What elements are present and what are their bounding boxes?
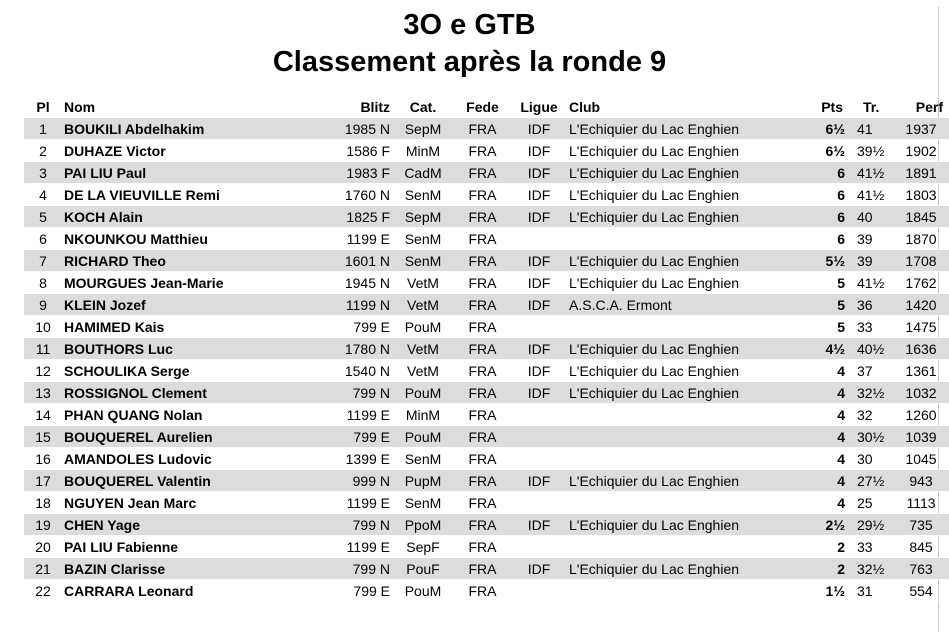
cell-ligue: IDF <box>511 514 567 536</box>
cell-pl: 14 <box>24 404 62 426</box>
table-row <box>24 316 949 338</box>
table-row <box>24 426 949 448</box>
cell-ligue <box>511 492 567 514</box>
cell-perf: 1113 <box>893 492 949 514</box>
cell-ligue: IDF <box>511 470 567 492</box>
cell-pts: 6½ <box>815 118 849 140</box>
cell-nom: SCHOULIKA Serge <box>62 360 310 382</box>
cell-cat: SepF <box>392 536 454 558</box>
cell-tr: 29½ <box>849 514 893 536</box>
header-ligue[interactable]: Ligue <box>520 99 558 115</box>
cell-cat: SenM <box>392 250 454 272</box>
cell-perf: 1475 <box>893 316 949 338</box>
table-row <box>24 492 949 514</box>
cell-tr: 41½ <box>849 162 893 184</box>
cell-club: L'Echiquier du Lac Enghien <box>567 470 815 492</box>
cell-tr: 33 <box>849 316 893 338</box>
cell-ligue: IDF <box>511 338 567 360</box>
cell-tr: 32½ <box>849 382 893 404</box>
table-row <box>24 558 949 580</box>
cell-nom: PHAN QUANG Nolan <box>62 404 310 426</box>
cell-nom: NKOUNKOU Matthieu <box>62 228 310 250</box>
cell-tr: 25 <box>849 492 893 514</box>
page-title: 3O e GTB <box>403 9 536 41</box>
cell-pl: 13 <box>24 382 62 404</box>
cell-blitz: 799 E <box>310 316 392 338</box>
cell-ligue <box>511 580 567 602</box>
cell-cat: MinM <box>392 404 454 426</box>
cell-club <box>567 536 815 558</box>
cell-cat: SepM <box>392 118 454 140</box>
table-row <box>24 206 949 228</box>
cell-club: L'Echiquier du Lac Enghien <box>567 250 815 272</box>
cell-blitz: 1780 N <box>310 338 392 360</box>
cell-club <box>567 448 815 470</box>
cell-pl: 11 <box>24 338 62 360</box>
cell-perf: 1260 <box>893 404 949 426</box>
table-row <box>24 536 949 558</box>
cell-nom: BOUQUEREL Aurelien <box>62 426 310 448</box>
cell-tr: 31 <box>849 580 893 602</box>
cell-tr: 39½ <box>849 140 893 162</box>
cell-blitz: 1985 N <box>310 118 392 140</box>
cell-pl: 20 <box>24 536 62 558</box>
cell-pl: 1 <box>24 118 62 140</box>
cell-ligue: IDF <box>511 558 567 580</box>
cell-club: L'Echiquier du Lac Enghien <box>567 140 815 162</box>
cell-pts: 6 <box>815 206 849 228</box>
cell-club: L'Echiquier du Lac Enghien <box>567 162 815 184</box>
cell-ligue: IDF <box>511 206 567 228</box>
cell-nom: MOURGUES Jean-Marie <box>62 272 310 294</box>
cell-pl: 6 <box>24 228 62 250</box>
header-nom[interactable]: Nom <box>64 99 96 115</box>
cell-nom: PAI LIU Fabienne <box>62 536 310 558</box>
cell-tr: 30 <box>849 448 893 470</box>
cell-pts: 2 <box>815 536 849 558</box>
cell-cat: PouM <box>392 316 454 338</box>
cell-blitz: 1199 N <box>310 294 392 316</box>
cell-tr: 41½ <box>849 184 893 206</box>
cell-club: L'Echiquier du Lac Enghien <box>567 382 815 404</box>
cell-blitz: 799 E <box>310 580 392 602</box>
cell-club: L'Echiquier du Lac Enghien <box>567 360 815 382</box>
cell-nom: NGUYEN Jean Marc <box>62 492 310 514</box>
table-row <box>24 272 949 294</box>
cell-tr: 27½ <box>849 470 893 492</box>
cell-pts: 4½ <box>815 338 849 360</box>
cell-cat: PouF <box>392 558 454 580</box>
cell-blitz: 1399 E <box>310 448 392 470</box>
table-row <box>24 448 949 470</box>
cell-pl: 22 <box>24 580 62 602</box>
table-header-row <box>24 96 949 118</box>
page-subtitle: Classement après la ronde 9 <box>272 46 667 78</box>
cell-fede: FRA <box>454 294 511 316</box>
standings-table <box>24 96 949 602</box>
cell-ligue: IDF <box>511 140 567 162</box>
cell-blitz: 1601 N <box>310 250 392 272</box>
cell-tr: 39 <box>849 228 893 250</box>
cell-club <box>567 404 815 426</box>
cell-nom: CARRARA Leonard <box>62 580 310 602</box>
cell-cat: SepM <box>392 206 454 228</box>
cell-pts: 2 <box>815 558 849 580</box>
cell-blitz: 1586 F <box>310 140 392 162</box>
cell-pts: 4 <box>815 492 849 514</box>
cell-fede: FRA <box>454 580 511 602</box>
cell-tr: 32 <box>849 404 893 426</box>
cell-pts: 4 <box>815 360 849 382</box>
cell-blitz: 1199 E <box>310 404 392 426</box>
cell-nom: ROSSIGNOL Clement <box>62 382 310 404</box>
cell-ligue: IDF <box>511 162 567 184</box>
table-row <box>24 404 949 426</box>
cell-pts: 5½ <box>815 250 849 272</box>
table-row <box>24 360 949 382</box>
cell-cat: SenM <box>392 448 454 470</box>
cell-ligue <box>511 228 567 250</box>
cell-blitz: 1825 F <box>310 206 392 228</box>
cell-cat: SenM <box>392 184 454 206</box>
cell-nom: AMANDOLES Ludovic <box>62 448 310 470</box>
cell-perf: 1891 <box>893 162 949 184</box>
cell-fede: FRA <box>454 426 511 448</box>
cell-cat: SenM <box>392 228 454 250</box>
cell-pts: 6 <box>815 184 849 206</box>
cell-pts: 4 <box>815 426 849 448</box>
cell-ligue: IDF <box>511 184 567 206</box>
cell-fede: FRA <box>454 228 511 250</box>
cell-cat: PouM <box>392 382 454 404</box>
cell-cat: CadM <box>392 162 454 184</box>
cell-ligue: IDF <box>511 250 567 272</box>
cell-perf: 943 <box>893 470 949 492</box>
cell-tr: 32½ <box>849 558 893 580</box>
cell-perf: 1039 <box>893 426 949 448</box>
cell-tr: 41½ <box>849 272 893 294</box>
table-row <box>24 470 949 492</box>
cell-tr: 33 <box>849 536 893 558</box>
cell-nom: CHEN Yage <box>62 514 310 536</box>
cell-fede: FRA <box>454 360 511 382</box>
cell-pl: 16 <box>24 448 62 470</box>
cell-perf: 1870 <box>893 228 949 250</box>
cell-tr: 40½ <box>849 338 893 360</box>
cell-blitz: 1760 N <box>310 184 392 206</box>
cell-pl: 19 <box>24 514 62 536</box>
cell-perf: 845 <box>893 536 949 558</box>
cell-pl: 21 <box>24 558 62 580</box>
table-row <box>24 294 949 316</box>
cell-fede: FRA <box>454 338 511 360</box>
cell-club: A.S.C.A. Ermont <box>567 294 815 316</box>
cell-blitz: 799 N <box>310 558 392 580</box>
cell-pl: 17 <box>24 470 62 492</box>
cell-perf: 1708 <box>893 250 949 272</box>
cell-pts: 5 <box>815 272 849 294</box>
cell-cat: VetM <box>392 360 454 382</box>
cell-nom: DE LA VIEUVILLE Remi <box>62 184 310 206</box>
cell-blitz: 799 N <box>310 382 392 404</box>
cell-pts: 4 <box>815 470 849 492</box>
cell-tr: 30½ <box>849 426 893 448</box>
header-fede[interactable]: Fede <box>466 99 499 115</box>
cell-ligue <box>511 426 567 448</box>
header-cat[interactable]: Cat. <box>409 99 437 115</box>
cell-club: L'Echiquier du Lac Enghien <box>567 272 815 294</box>
cell-pl: 18 <box>24 492 62 514</box>
table-row <box>24 382 949 404</box>
cell-perf: 1045 <box>893 448 949 470</box>
cell-cat: PupM <box>392 470 454 492</box>
cell-cat: SenM <box>392 492 454 514</box>
table-row <box>24 580 949 602</box>
cell-fede: FRA <box>454 184 511 206</box>
cell-nom: DUHAZE Victor <box>62 140 310 162</box>
cell-pts: 4 <box>815 404 849 426</box>
cell-perf: 554 <box>893 580 949 602</box>
cell-ligue: IDF <box>511 382 567 404</box>
cell-pl: 15 <box>24 426 62 448</box>
cell-pl: 10 <box>24 316 62 338</box>
header-blitz[interactable]: Blitz <box>360 99 390 115</box>
cell-blitz: 1199 E <box>310 228 392 250</box>
cell-blitz: 1540 N <box>310 360 392 382</box>
cell-fede: FRA <box>454 316 511 338</box>
cell-club: L'Echiquier du Lac Enghien <box>567 338 815 360</box>
cell-pts: 6 <box>815 228 849 250</box>
cell-blitz: 1945 N <box>310 272 392 294</box>
cell-ligue <box>511 536 567 558</box>
cell-pts: 5 <box>815 316 849 338</box>
cell-pts: 5 <box>815 294 849 316</box>
cell-perf: 1032 <box>893 382 949 404</box>
cell-club: L'Echiquier du Lac Enghien <box>567 514 815 536</box>
cell-nom: HAMIMED Kais <box>62 316 310 338</box>
header-perf[interactable]: Perf <box>915 99 943 115</box>
cell-club: L'Echiquier du Lac Enghien <box>567 558 815 580</box>
table-row <box>24 184 949 206</box>
cell-tr: 40 <box>849 206 893 228</box>
cell-perf: 735 <box>893 514 949 536</box>
cell-pl: 3 <box>24 162 62 184</box>
cell-pts: 4 <box>815 448 849 470</box>
cell-fede: FRA <box>454 250 511 272</box>
cell-pts: 2½ <box>815 514 849 536</box>
cell-pl: 12 <box>24 360 62 382</box>
cell-perf: 1845 <box>893 206 949 228</box>
cell-pl: 2 <box>24 140 62 162</box>
cell-blitz: 1199 E <box>310 536 392 558</box>
cell-cat: VetM <box>392 294 454 316</box>
header-club[interactable]: Club <box>569 99 601 115</box>
cell-pl: 8 <box>24 272 62 294</box>
cell-club <box>567 228 815 250</box>
header-tr[interactable]: Tr. <box>863 99 880 115</box>
cell-tr: 39 <box>849 250 893 272</box>
cell-tr: 37 <box>849 360 893 382</box>
cell-tr: 36 <box>849 294 893 316</box>
cell-ligue: IDF <box>511 294 567 316</box>
cell-fede: FRA <box>454 162 511 184</box>
cell-perf: 1803 <box>893 184 949 206</box>
cell-ligue <box>511 404 567 426</box>
cell-pl: 4 <box>24 184 62 206</box>
cell-perf: 1636 <box>893 338 949 360</box>
cell-club <box>567 580 815 602</box>
cell-nom: KOCH Alain <box>62 206 310 228</box>
cell-fede: FRA <box>454 272 511 294</box>
cell-perf: 1361 <box>893 360 949 382</box>
cell-nom: BAZIN Clarisse <box>62 558 310 580</box>
header-pl[interactable]: Pl <box>36 99 50 115</box>
cell-nom: BOUKILI Abdelhakim <box>62 118 310 140</box>
cell-club <box>567 426 815 448</box>
table-row <box>24 338 949 360</box>
cell-cat: VetM <box>392 338 454 360</box>
cell-perf: 1937 <box>893 118 949 140</box>
cell-club: L'Echiquier du Lac Enghien <box>567 184 815 206</box>
cell-fede: FRA <box>454 514 511 536</box>
cell-ligue: IDF <box>511 272 567 294</box>
cell-fede: FRA <box>454 382 511 404</box>
cell-cat: PpoM <box>392 514 454 536</box>
cell-perf: 1902 <box>893 140 949 162</box>
cell-pl: 5 <box>24 206 62 228</box>
cell-pts: 6 <box>815 162 849 184</box>
cell-pl: 9 <box>24 294 62 316</box>
header-pts[interactable]: Pts <box>821 99 843 115</box>
cell-nom: BOUTHORS Luc <box>62 338 310 360</box>
cell-cat: VetM <box>392 272 454 294</box>
cell-blitz: 799 E <box>310 426 392 448</box>
cell-nom: RICHARD Theo <box>62 250 310 272</box>
table-row <box>24 162 949 184</box>
cell-fede: FRA <box>454 404 511 426</box>
cell-blitz: 799 N <box>310 514 392 536</box>
cell-cat: MinM <box>392 140 454 162</box>
cell-club: L'Echiquier du Lac Enghien <box>567 118 815 140</box>
cell-ligue <box>511 316 567 338</box>
cell-perf: 763 <box>893 558 949 580</box>
cell-fede: FRA <box>454 206 511 228</box>
cell-ligue: IDF <box>511 360 567 382</box>
cell-club: L'Echiquier du Lac Enghien <box>567 206 815 228</box>
cell-ligue: IDF <box>511 118 567 140</box>
cell-nom: PAI LIU Paul <box>62 162 310 184</box>
cell-fede: FRA <box>454 558 511 580</box>
table-row <box>24 118 949 140</box>
cell-fede: FRA <box>454 448 511 470</box>
cell-nom: KLEIN Jozef <box>62 294 310 316</box>
cell-pts: 4 <box>815 382 849 404</box>
cell-ligue <box>511 448 567 470</box>
table-row <box>24 228 949 250</box>
cell-perf: 1762 <box>893 272 949 294</box>
cell-fede: FRA <box>454 536 511 558</box>
cell-pts: 6½ <box>815 140 849 162</box>
cell-pl: 7 <box>24 250 62 272</box>
cell-fede: FRA <box>454 492 511 514</box>
table-row <box>24 140 949 162</box>
cell-club <box>567 316 815 338</box>
table-row <box>24 514 949 536</box>
cell-perf: 1420 <box>893 294 949 316</box>
cell-nom: BOUQUEREL Valentin <box>62 470 310 492</box>
cell-fede: FRA <box>454 140 511 162</box>
cell-fede: FRA <box>454 470 511 492</box>
cell-fede: FRA <box>454 118 511 140</box>
cell-cat: PouM <box>392 426 454 448</box>
cell-tr: 41 <box>849 118 893 140</box>
table-row <box>24 250 949 272</box>
cell-cat: PouM <box>392 580 454 602</box>
cell-blitz: 999 N <box>310 470 392 492</box>
cell-blitz: 1983 F <box>310 162 392 184</box>
cell-blitz: 1199 E <box>310 492 392 514</box>
cell-club <box>567 492 815 514</box>
cell-pts: 1½ <box>815 580 849 602</box>
